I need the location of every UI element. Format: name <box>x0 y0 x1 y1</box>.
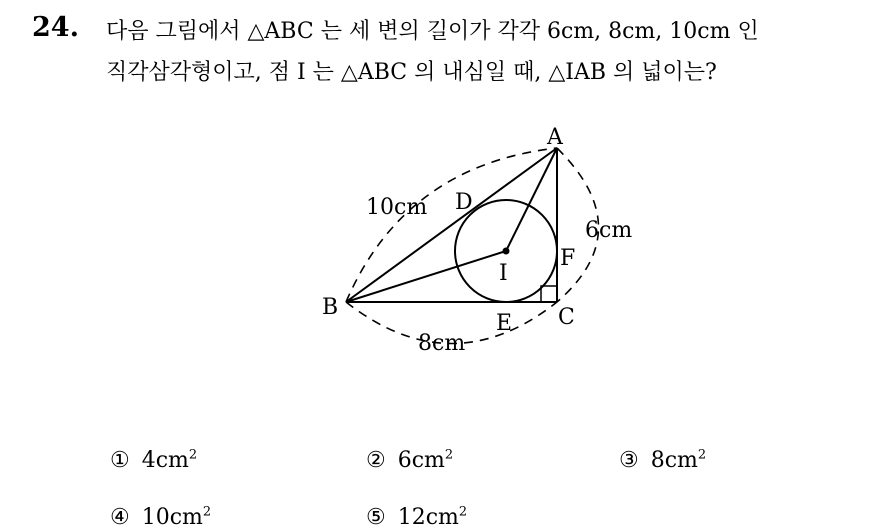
label-e: E <box>496 311 513 336</box>
choice-marker: ④ <box>110 505 130 530</box>
label-i: I <box>499 261 508 286</box>
choice-marker: ① <box>110 448 130 473</box>
label-side-ab: 10cm <box>366 195 428 220</box>
choice-value: 8cm <box>650 448 698 473</box>
label-side-bc: 8cm <box>418 331 466 356</box>
label-c: C <box>558 305 575 330</box>
question-text-line-1: 다음 그림에서 △ABC 는 세 변의 길이가 각각 6cm, 8cm, 10cm 인 <box>106 19 759 44</box>
choice-marker: ③ <box>619 448 639 473</box>
segment-ib <box>346 251 506 302</box>
label-f: F <box>560 246 576 271</box>
label-d: D <box>455 190 473 215</box>
choice-value: 10cm <box>141 505 203 530</box>
question-number: 24. <box>32 12 79 43</box>
label-side-ac: 6cm <box>585 218 633 243</box>
choice-5[interactable] <box>366 505 467 530</box>
choice-marker: ⑤ <box>366 505 386 530</box>
label-a: A <box>547 125 563 150</box>
choice-2[interactable] <box>366 448 453 473</box>
choice-exponent: 2 <box>458 504 468 520</box>
choice-marker: ② <box>366 448 386 473</box>
choice-value: 12cm <box>397 505 459 530</box>
choice-value: 6cm <box>397 448 445 473</box>
question-text-line-2: 직각삼각형이고, 점 I 는 △ABC 의 내심일 때, △IAB 의 넓이는? <box>106 60 717 85</box>
choice-exponent: 2 <box>697 447 707 463</box>
choice-exponent: 2 <box>188 447 198 463</box>
choice-exponent: 2 <box>202 504 212 520</box>
side-ab <box>346 148 557 302</box>
choice-3[interactable] <box>619 448 706 473</box>
right-angle-marker <box>541 286 557 302</box>
choice-4[interactable] <box>110 505 211 530</box>
choice-value: 4cm <box>141 448 189 473</box>
incenter-point <box>503 248 510 255</box>
choice-1[interactable] <box>110 448 197 473</box>
label-b: B <box>322 295 339 320</box>
choice-exponent: 2 <box>444 447 454 463</box>
segment-ia <box>506 148 557 251</box>
